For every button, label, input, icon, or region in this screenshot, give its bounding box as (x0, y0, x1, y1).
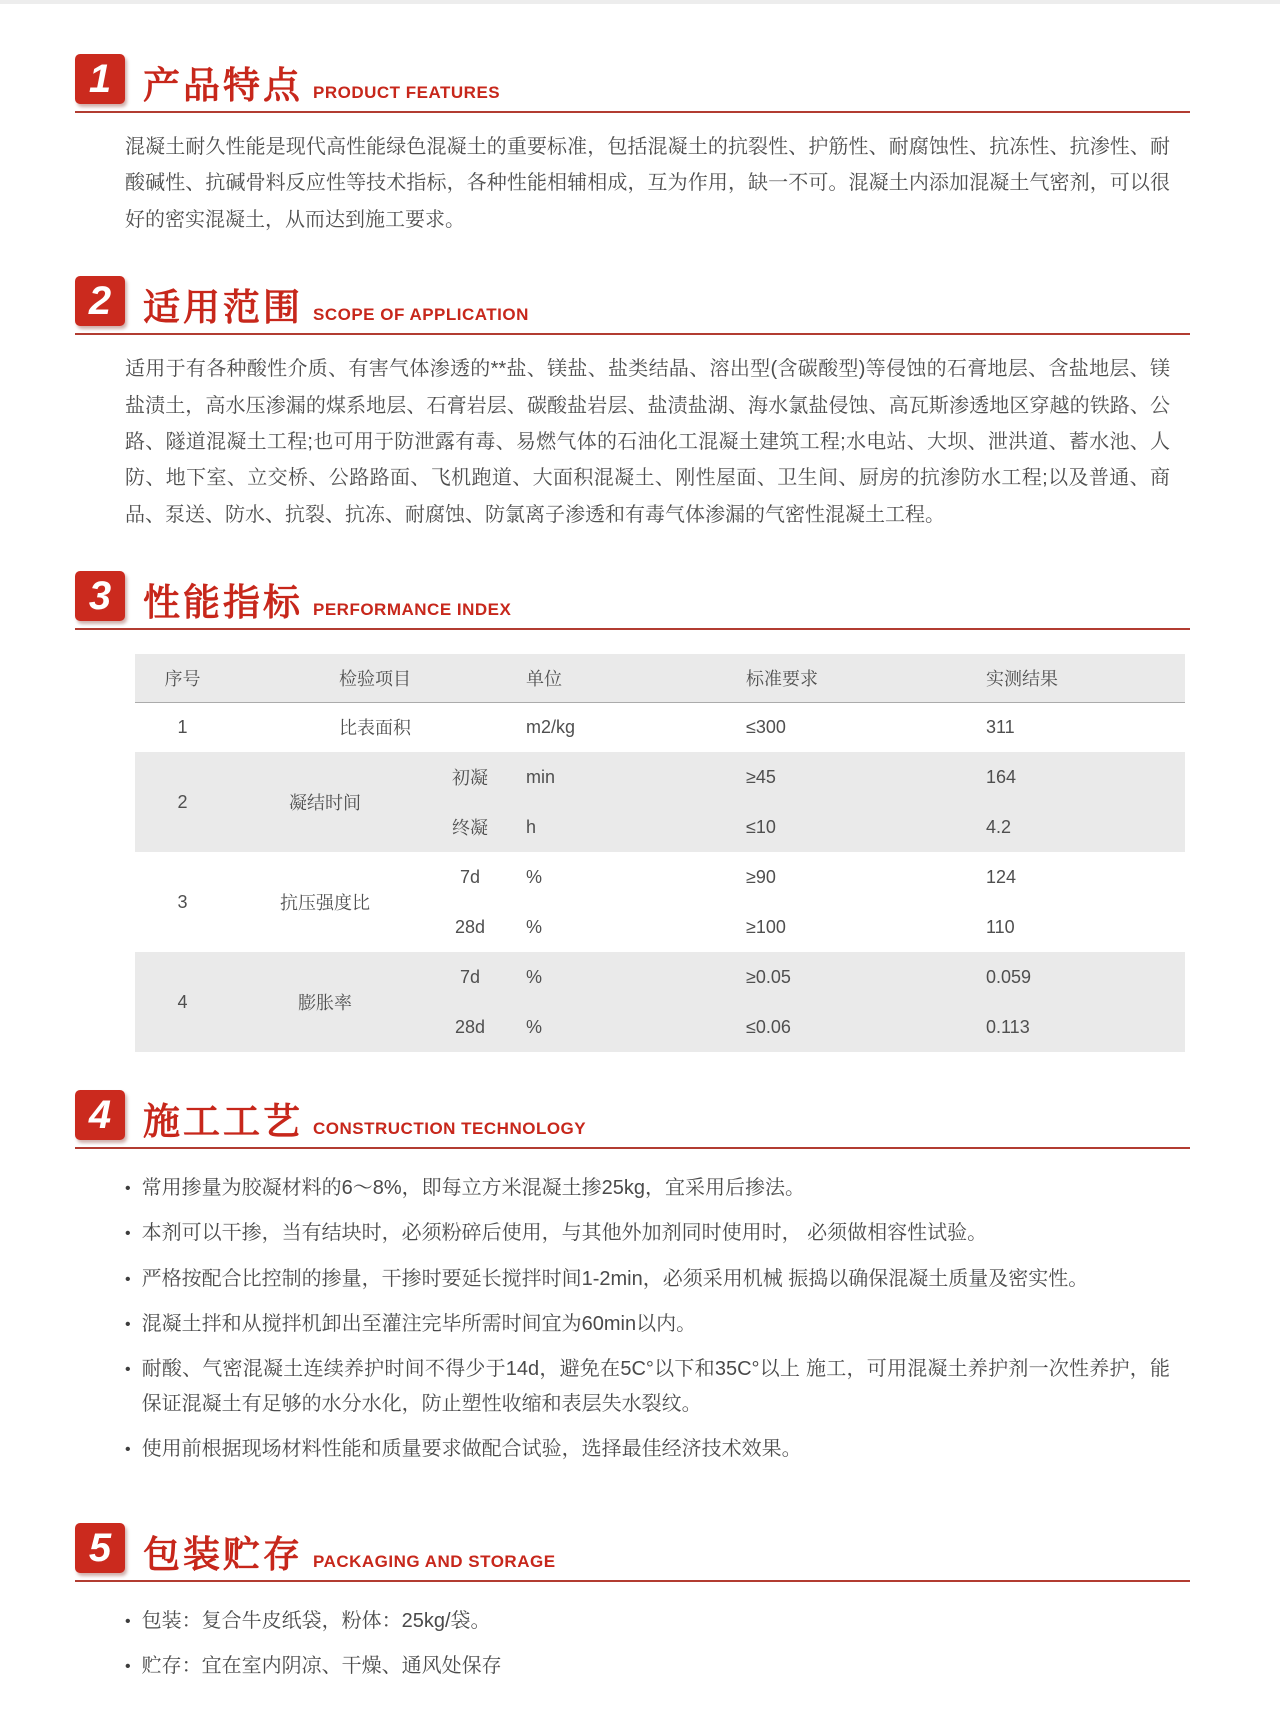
packaging-bullet-list (75, 1604, 1190, 1684)
cell-result: 110 (986, 916, 1015, 937)
cell-no: 3 (177, 891, 188, 912)
cell-unit: % (520, 952, 740, 1002)
section-3-header (75, 571, 1190, 630)
bullet-dot: • (125, 1180, 131, 1198)
cell-unit: m2/kg (526, 716, 576, 737)
bullet-text: 使用前根据现场材料性能和质量要求做配合试验，选择最佳经济技术效果。 (141, 1437, 802, 1460)
section-2-number-badge: 2 (75, 276, 125, 326)
cell-req: ≤300 (746, 716, 786, 737)
bullet-item (125, 1649, 1170, 1684)
section-1-title-en: PRODUCT FEATURES (313, 83, 501, 102)
bullet-text: 包装：复合牛皮纸袋，粉体：25kg/袋。 (141, 1610, 491, 1633)
section-3-title-en: PERFORMANCE INDEX (313, 600, 512, 620)
section-4-number-badge: 4 (75, 1090, 125, 1140)
header-cell-res: 实测结果 (980, 654, 1185, 702)
cell-subitem: 7d (459, 866, 481, 887)
bullet-item (125, 1432, 1170, 1467)
cell-item: 膨胀率 (230, 952, 420, 1052)
cell-req: ≥90 (746, 866, 776, 887)
section-4-title-en: CONSTRUCTION TECHNOLOGY (313, 1119, 587, 1139)
section-product-features (75, 54, 1190, 238)
bullet-item (125, 1352, 1170, 1422)
cell-req: ≥0.05 (740, 952, 980, 1002)
table-row (135, 852, 1185, 902)
cell-unit: min (520, 752, 740, 802)
bullet-item (125, 1262, 1170, 1297)
cell-item: 比表面积 (339, 718, 411, 739)
section-5-header (75, 1523, 1190, 1582)
cell-unit: % (526, 916, 543, 937)
section-3-title-zh: 性能指标 (143, 582, 303, 624)
table-row (135, 952, 1185, 1002)
section-4-header (75, 1090, 1190, 1149)
header-cell-no: 序号 (135, 654, 230, 702)
cell-result: 0.113 (980, 1002, 1185, 1052)
bullet-text: 耐酸、气密混凝土连续养护时间不得少于14d，避免在5C°以下和35C°以上 施工，可用混凝土养护剂一次性养护，能保证混凝土有足够的水分水化，防止塑性收缩和表层失水裂纹。 (141, 1357, 1170, 1415)
section-5-title-zh: 包装贮存 (143, 1534, 303, 1576)
bullet-dot: • (125, 1658, 131, 1676)
cell-no: 4 (135, 952, 230, 1052)
bullet-item (125, 1216, 1170, 1251)
cell-subitem: 28d (420, 1002, 520, 1052)
section-1-header (75, 54, 1190, 113)
table-row (135, 752, 1185, 802)
cell-req: ≤0.06 (740, 1002, 980, 1052)
bullet-item (125, 1171, 1170, 1206)
bullet-dot: • (125, 1360, 131, 1378)
bullet-dot: • (125, 1440, 131, 1458)
section-scope-of-application (75, 276, 1190, 533)
bullet-text: 严格按配合比控制的掺量，干掺时要延长搅拌时间1-2min，必须采用机械 振捣以确保混凝土质量及密实性。 (141, 1267, 1089, 1290)
header-cell-unit: 单位 (520, 654, 740, 702)
section-construction-technology (75, 1090, 1190, 1467)
bullet-text: 贮存：宜在室内阴凉、干燥、通风处保存 (141, 1655, 502, 1678)
bullet-dot: • (125, 1315, 131, 1333)
cell-result: 311 (986, 716, 1015, 737)
section-5-number-badge: 5 (75, 1523, 125, 1573)
header-cell-item: 检验项目 (230, 654, 520, 702)
section-performance-index (75, 571, 1190, 1052)
bullet-dot: • (125, 1613, 131, 1631)
cell-item: 凝结时间 (230, 752, 420, 852)
header-cell-req: 标准要求 (740, 654, 980, 702)
table-header-row (135, 654, 1185, 702)
cell-req: ≥45 (740, 752, 980, 802)
section-packaging-storage (75, 1523, 1190, 1684)
bullet-item (125, 1604, 1170, 1639)
bullet-text: 混凝土拌和从搅拌机卸出至灌注完毕所需时间宜为60min以内。 (141, 1312, 697, 1335)
cell-req: ≥100 (746, 916, 786, 937)
section-1-paragraph: 混凝土耐久性能是现代高性能绿色混凝土的重要标准，包括混凝土的抗裂性、护筋性、耐腐蚀性、抗冻性、抗渗性、耐酸碱性、抗碱骨料反应性等技术指标，各种性能相辅相成，互为作用，缺一不可。混凝土内添加混凝土气密剂，可以很好的密实混凝土，从而达到施工要求。 (125, 136, 1170, 231)
performance-table (135, 654, 1185, 1052)
cell-result: 4.2 (980, 802, 1185, 852)
cell-no: 1 (177, 716, 188, 737)
section-2-header (75, 276, 1190, 335)
bullet-text: 本剂可以干掺，当有结块时，必须粉碎后使用，与其他外加剂同时使用时， 必须做相容性试验。 (141, 1222, 988, 1245)
cell-subitem: 28d (454, 916, 486, 937)
cell-item: 抗压强度比 (280, 893, 370, 914)
product-datasheet-page (0, 4, 1280, 1734)
cell-unit: h (520, 802, 740, 852)
section-5-title-en: PACKAGING AND STORAGE (313, 1552, 556, 1572)
cell-subitem: 初凝 (420, 752, 520, 802)
cell-req: ≤10 (740, 802, 980, 852)
cell-unit: % (526, 866, 543, 887)
table-row (135, 702, 1185, 752)
construction-bullet-list (75, 1171, 1190, 1467)
cell-unit: % (520, 1002, 740, 1052)
section-2-title-zh: 适用范围 (143, 287, 303, 329)
cell-result: 0.059 (980, 952, 1185, 1002)
bullet-dot: • (125, 1225, 131, 1243)
cell-subitem: 终凝 (420, 802, 520, 852)
section-2-paragraph: 适用于有各种酸性介质、有害气体渗透的**盐、镁盐、盐类结晶、溶出型(含碳酸型)等侵蚀的石膏地层、含盐地层、镁盐渍土，高水压渗漏的煤系地层、石膏岩层、碳酸盐岩层、盐渍盐湖、海水氯盐侵蚀、高瓦斯渗透地区穿越的铁路、公路、隧道混凝土工程;也可用于防泄露有毒、易燃气体的石油化工混凝土建筑工程;水电站、大坝、泄洪道、蓄水池、人防、地下室、立交桥、公路路面、飞机跑道、大面积混凝土、刚性屋面、卫生间、厨房的抗渗防水工程;以及普通、商品、泵送、防水、抗裂、抗冻、耐腐蚀、防氯离子渗透和有毒气体渗漏的气密性混凝土工程。 (125, 358, 1170, 526)
cell-result: 164 (980, 752, 1185, 802)
cell-subitem: 7d (420, 952, 520, 1002)
section-1-title-zh: 产品特点 (143, 65, 303, 106)
cell-no: 2 (135, 752, 230, 852)
bullet-dot: • (125, 1270, 131, 1288)
bullet-item (125, 1307, 1170, 1342)
section-4-title-zh: 施工工艺 (143, 1101, 303, 1143)
bullet-text: 常用掺量为胶凝材料的6～8%，即每立方米混凝土掺25kg，宜采用后掺法。 (141, 1177, 806, 1200)
section-2-title-en: SCOPE OF APPLICATION (313, 305, 529, 325)
cell-result: 124 (986, 866, 1017, 887)
section-3-number-badge: 3 (75, 571, 125, 621)
performance-table-wrapper (135, 654, 1190, 1052)
section-1-number-badge: 1 (75, 54, 125, 104)
